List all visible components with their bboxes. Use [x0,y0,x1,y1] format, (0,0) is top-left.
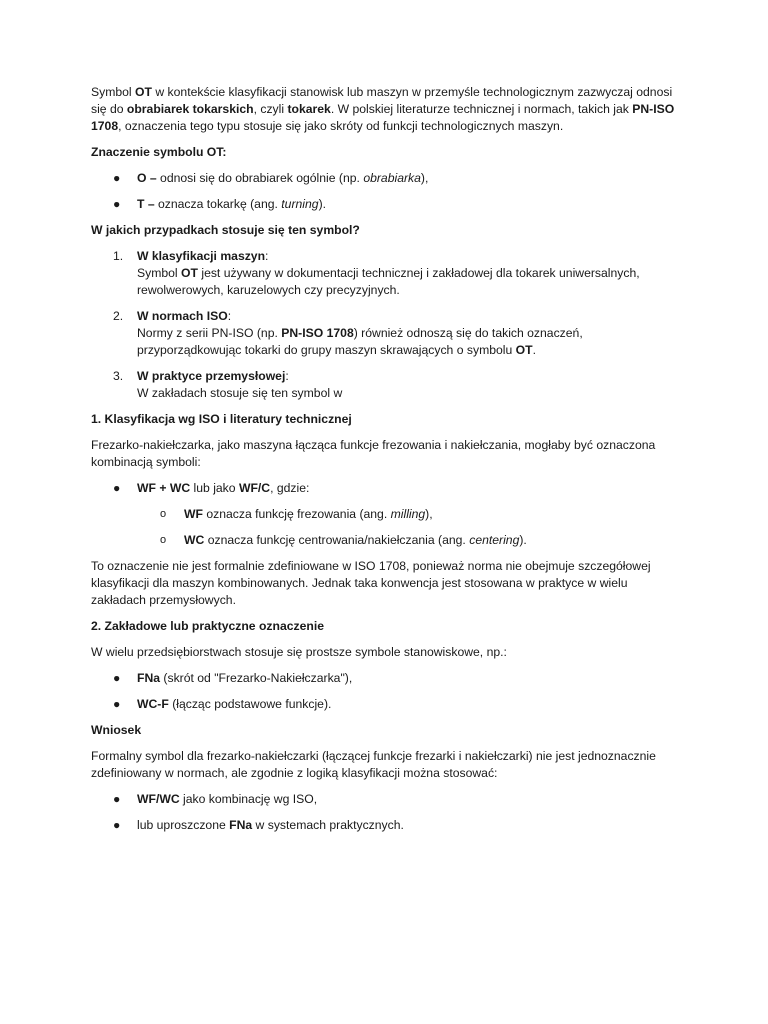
list-number: 3. [113,369,124,383]
section1-note: To oznaczenie nie jest formalnie zdefiniowane w ISO 1708, ponieważ norma nie obejmuje szczegółowej klasyfikacji dla maszyn kombinowanych. Jednak taka konwencja jest stosowana w praktyce w wielu zakładach przemysłowych. [91,559,651,607]
bullet-icon: ● [113,818,121,832]
list-item: ● WF + WC lub jako WF/C, gdzie: [113,481,310,495]
list-number: 1. [113,249,124,263]
list-item: ● O – odnosi się do obrabiarek ogólnie (np. obrabiarka), [113,171,429,185]
section2-list [91,670,681,713]
meaning-heading: Znaczenie symbolu OT: [91,145,227,159]
section2-heading: 2. Zakładowe lub praktyczne oznaczenie [91,619,324,633]
bullet-icon: ● [113,197,121,211]
bullet-icon: ● [113,171,121,185]
bullet-icon: ● [113,481,121,495]
conclusion-heading: Wniosek [91,723,142,737]
sub-list-item: o WF oznacza funkcję frezowania (ang. milling), [160,507,433,521]
cases-list [91,248,681,402]
conclusion-paragraph: Formalny symbol dla frezarko-nakiełczarki (łączącej funkcje frezarki i nakiełczarki) nie jest jednoznacznie zdefiniowany w normach, ale zgodnie z logiką klasyfikacji można stosować: [91,749,656,780]
list-item: ● FNa (skrót od "Frezarko-Nakiełczarka"), [113,671,353,685]
circle-bullet-icon: o [160,508,167,520]
list-item: ● WF/WC jako kombinację wg ISO, [113,792,318,806]
circle-bullet-icon: o [160,534,167,546]
section2-paragraph: W wielu przedsiębiorstwach stosuje się prostsze symbole stanowiskowe, np.: [91,645,507,659]
section1-list [91,480,681,549]
section1-paragraph: Frezarko-nakiełczarka, jako maszyna łącząca funkcje frezowania i nakiełczania, mogłaby być oznaczona kombinacją symboli: [91,438,656,469]
list-item: ● lub uproszczone FNa w systemach praktycznych. [113,818,404,832]
meaning-list [91,170,681,213]
list-number: 2. [113,309,124,323]
list-item: ● WC-F (łącząc podstawowe funkcje). [113,697,332,711]
sub-list-item: o WC oznacza funkcję centrowania/nakiełczania (ang. centering). [160,533,527,547]
cases-heading: W jakich przypadkach stosuje się ten symbol? [91,223,360,237]
document-body [91,84,681,843]
intro-paragraph: Symbol OT w kontekście klasyfikacji stanowisk lub maszyn w przemyśle technologicznym zazwyczaj odnosi się do obrabiarek tokarskich, czyli tokarek. W polskiej literaturze technicznej i normach, takich jak PN-ISO 1708, oznaczenia tego typu stosuje się jako skróty od funkcji technologicznych maszyn. [91,85,675,133]
bullet-icon: ● [113,792,121,806]
conclusion-list [91,791,681,834]
section1-heading: 1. Klasyfikacja wg ISO i literatury technicznej [91,412,352,426]
list-item: 2. W normach ISO: Normy z serii PN-ISO (np. PN-ISO 1708) również odnoszą się do takich oznaczeń, przyporządkowując tokarki do grupy maszyn skrawających o symbolu OT. [113,309,583,357]
list-item: 3. W praktyce przemysłowej: W zakładach stosuje się ten symbol w [113,369,343,400]
bullet-icon: ● [113,697,121,711]
list-item: ● T – oznacza tokarkę (ang. turning). [113,197,327,211]
list-item: 1. W klasyfikacji maszyn: Symbol OT jest używany w dokumentacji technicznej i zakładowej dla tokarek uniwersalnych, rewolwerowych, karuzelowych czy precyzyjnych. [113,249,640,297]
bullet-icon: ● [113,671,121,685]
